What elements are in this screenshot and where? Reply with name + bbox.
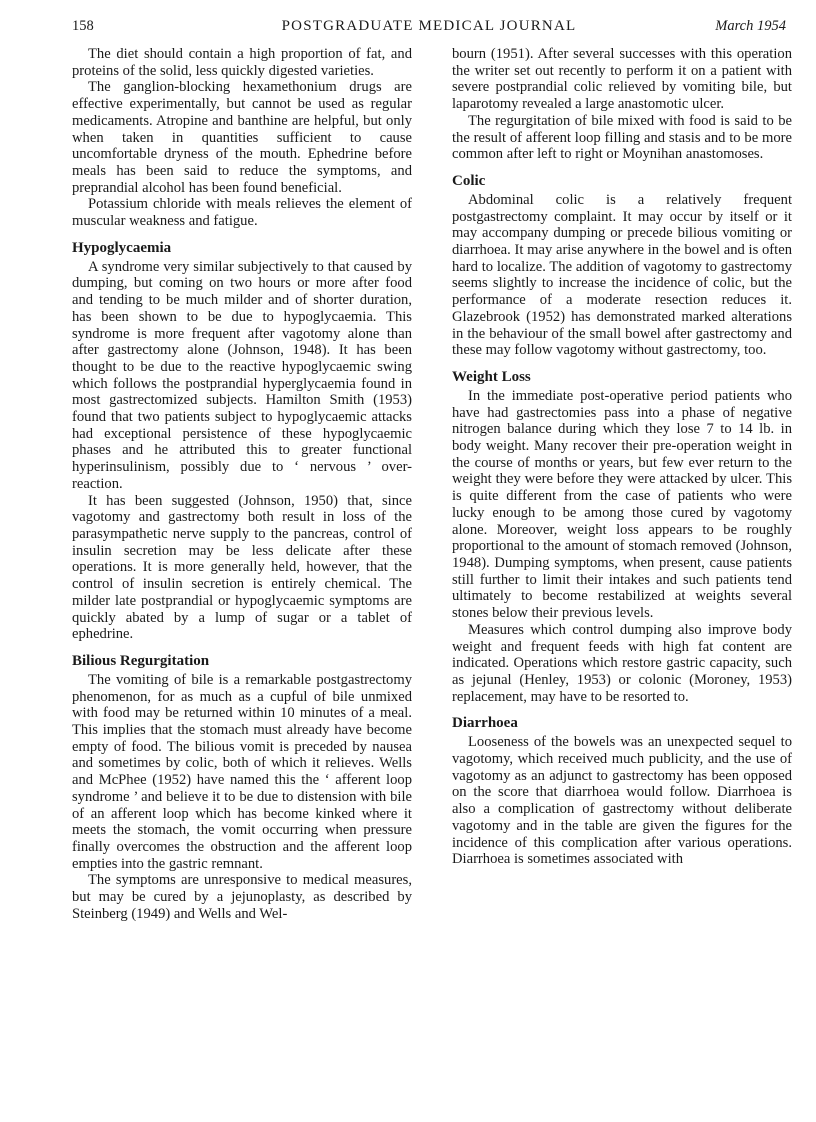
heading-hypoglycaemia: Hypoglycaemia [72,239,172,256]
paragraph-post-operative: In the immediate post-operative period patients who have had gastrectomies pass into a phase of negative nitrogen balance during which they lose 7 to 14 lb. in body weight. Many recover their pre-operation weight in the course of months or years, but few ever return to the weight they were before they were attacked by ulcer. This is quite different from the case of patients who were lucky enough to be among those cured by vagotomy alone. Moreover, weight loss appears to be roughly proportional to the amount of stomach removed (Johnson, 1948). Dumping symptoms, when present, cause patients still further to limit their intakes and such patients tend ultimately to become restabilized at weights several stones below their previous levels. [452,387,792,622]
page-header [72,14,786,40]
paragraph-symptoms-unresponsive: The symptoms are unresponsive to medical measures, but may be cured by a jejunoplasty, as described by Steinberg (1949) and Wells and Wel- [72,872,412,922]
paragraph-abdominal-colic: Abdominal colic is a relatively frequent postgastrectomy complaint. It may occur by itself or it may accompany dumping or precede bilious vomiting or diarrhoea. It may arise anywhere in the bowel and is often hard to localize. The addition of vagotomy to gastrectomy seems slightly to increase the incidence of colic, but the performance of a moderate resection reduces it. Glazebrook (1952) has demonstrated marked alterations in the behaviour of the small bowel after gastrectomy and these may follow vagotomy without gastrectomy, too. [452,191,792,359]
paragraph-continued: bourn (1951). After several successes with this operation the writer set out recently to perform it on a patient with severe postprandial colic relieved by vomiting bile, but laparotomy revealed a large anastomotic ulcer. [452,46,792,113]
heading-diarrhoea: Diarrhoea [452,715,518,732]
page-number: 158 [72,18,94,34]
heading-bilious-regurgitation: Bilious Regurgitation [72,652,210,669]
paragraph-looseness: Looseness of the bowels was an unexpected sequel to vagotomy, which received much publicity, and the use of vagotomy as an adjunct to gastrectomy has been opposed on the score that diarrhoea would follow. Diarrhoea is also a complication of gastrectomy without deliberate vagotomy and in the table are given the figures for the incidence of this complication after various operations. Diarrhoea is sometimes associated with [452,734,792,868]
paragraph-hypoglycaemia-syndrome: A syndrome very similar subjectively to that caused by dumping, but coming on two hours or more after food and tending to be much milder and of shorter duration, has been shown to be due to hypoglycaemia. This syndrome is more frequent after vagotomy alone than after gastrectomy alone (Johnson, 1948). It has been thought to be due to the reactive hypoglycaemic swing which follows the postprandial hyperglycaemia found in most gastrectomized subjects. Hamilton Smith (1953) found that two patients subject to hypoglycaemic attacks had exceptional persistence of these hypoglycaemic phases and he attributed this to greater functional hyperinsulinism, possibly due to ‘ nervous ’ over-reaction. [72,258,412,492]
issue-date: March 1954 [715,18,786,34]
paragraph-vomiting-bile: The vomiting of bile is a remarkable postgastrectomy phenomenon, for as much as a cupful of bile unmixed with food may be returned within 10 minutes of a meal. This implies that the stomach must already have become empty of food. The bilious vomit is preceded by nausea and sometimes by colic, both of which it relieves. Wells and McPhee (1952) have named this the ‘ afferent loop syndrome ’ and believe it to be due to distension with bile of an afferent loop which has become kinked where it meets the stomach, the vomit occurring when pressure finally overcomes the obstruction and the afferent loop empties into the gastric remnant. [72,671,412,872]
heading-weight-loss: Weight Loss [452,368,531,385]
paragraph-measures: Measures which control dumping also improve body weight and frequent feeds with high fat content are indicated. Operations which restore gastric capacity, such as jejunal (Henley, 1953) or colonic (Moroney, 1953) replacement, may have to be resorted to. [452,621,792,705]
paragraph-potassium: Potassium chloride with meals relieves the element of muscular weakness and fatigue. [72,196,412,230]
paragraph-bile-mixed: The regurgitation of bile mixed with food is said to be the result of afferent loop filling and stasis and to be more common after left to right or Moynihan anastomoses. [452,112,792,163]
right-column [452,46,792,868]
paragraph-drugs: The ganglion-blocking hexamethonium drugs are effective experimentally, but cannot be used as regular medicaments. Atropine and banthine are helpful, but only when taken in quantities sufficient to cause uncomfortable dryness of the mouth. Ephedrine before meals has been said to reduce the symptoms, and preprandial alcohol has been found beneficial. [72,79,412,196]
paragraph-insulin-control: It has been suggested (Johnson, 1950) that, since vagotomy and gastrectomy both result in loss of the parasympathetic nerve supply to the pancreas, control of insulin secretion may be less delicate after these operations. It is more generally held, however, that the control of insulin secretion is entirely chemical. The milder late postprandial or hypoglycaemic symptoms are quickly abated by a lump of sugar or a tablet of ephedrine. [72,492,412,643]
left-column [72,46,412,922]
journal-title: POSTGRADUATE MEDICAL JOURNAL [281,18,577,34]
heading-colic: Colic [452,172,486,189]
paragraph-diet: The diet should contain a high proportion of fat, and proteins of the solid, less quickly digested varieties. [72,46,412,79]
